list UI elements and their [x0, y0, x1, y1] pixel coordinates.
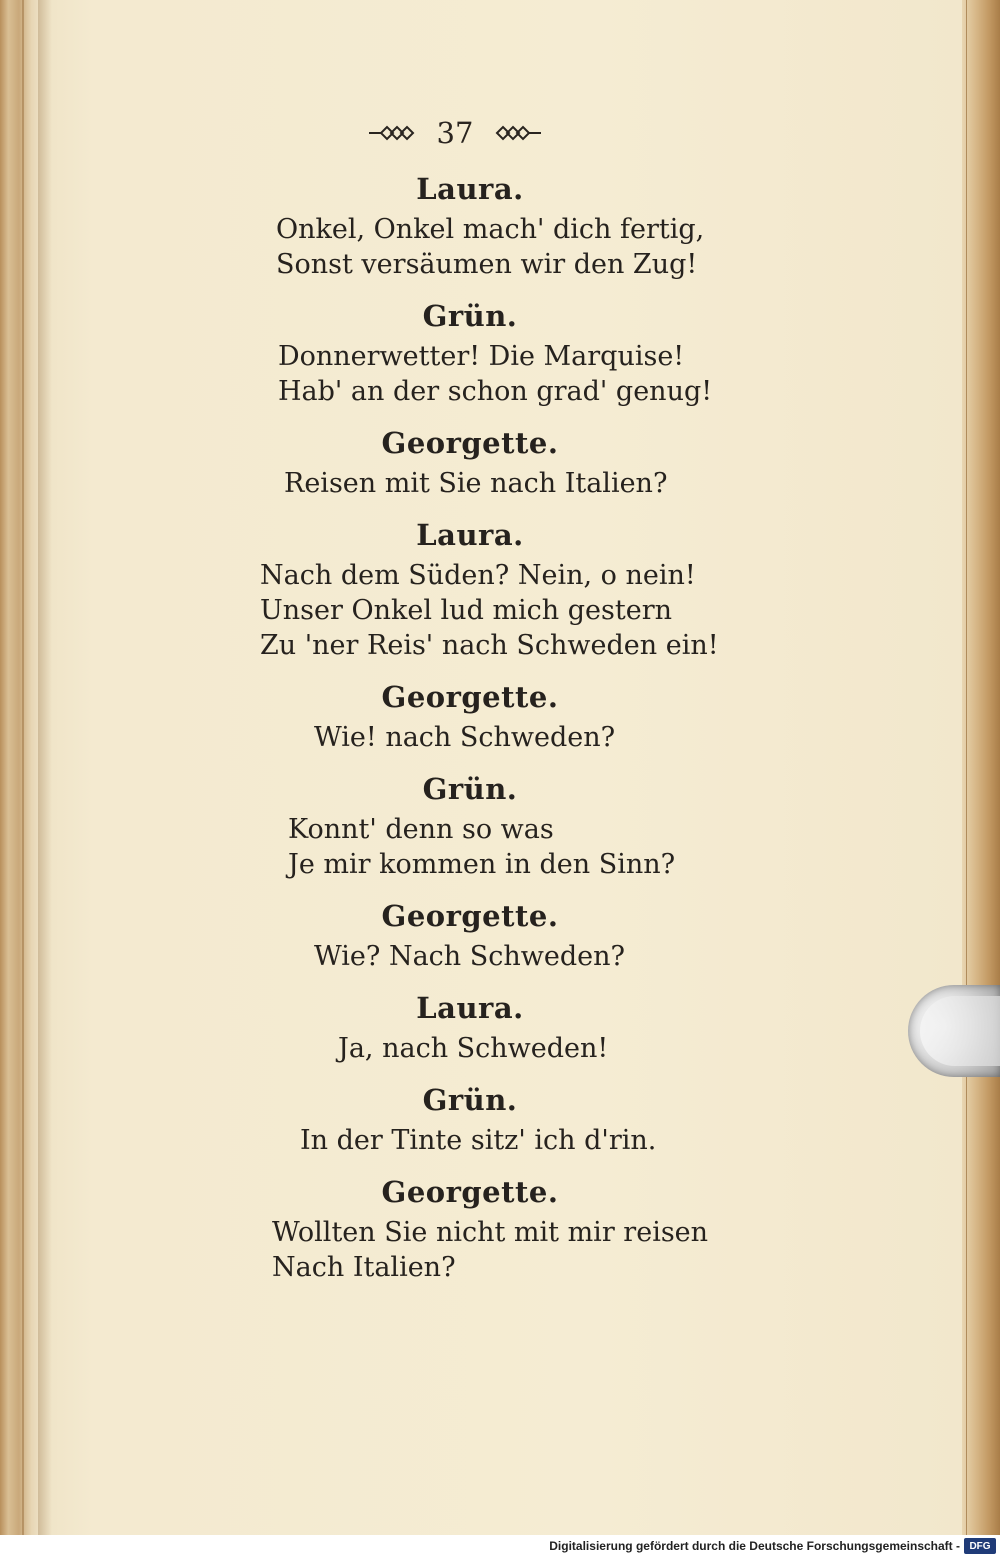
dialogue-block [260, 897, 680, 974]
page-edge-line [966, 0, 967, 1535]
speaker-name: Grün. [422, 299, 518, 333]
dialogue-block [260, 770, 680, 882]
dialogue-block [260, 516, 719, 663]
verse-line: Unser Onkel lud mich gestern [260, 595, 673, 626]
page-number: 37 [436, 116, 474, 150]
speaker-name: Georgette. [381, 426, 559, 460]
verse-line: Reisen mit Sie nach Italien? [284, 468, 668, 499]
verse-line: Hab' an der schon grad' genug! [278, 376, 713, 407]
verse-line: Wie? Nach Schweden? [314, 941, 625, 972]
dialogue-block [260, 297, 713, 409]
verse-line: Konnt' denn so was [288, 814, 554, 845]
speaker-name: Grün. [422, 772, 518, 806]
verse-line: Je mir kommen in den Sinn? [288, 849, 676, 880]
dialogue-text [260, 170, 719, 1300]
speaker-name: Grün. [422, 1083, 518, 1117]
gutter-line [22, 0, 24, 1535]
verse-line: Donnerwetter! Die Marquise! [278, 341, 685, 372]
verse-line: Zu 'ner Reis' nach Schweden ein! [260, 630, 719, 661]
left-ornament-icon [367, 123, 419, 143]
speaker-name: Laura. [416, 172, 524, 206]
right-ornament-icon [491, 123, 543, 143]
speaker-name: Georgette. [381, 680, 559, 714]
page-fold-shadow [38, 0, 52, 1535]
speaker-name: Laura. [416, 991, 524, 1025]
dialogue-block [260, 989, 680, 1066]
verse-line: Wie! nach Schweden? [314, 722, 616, 753]
dialogue-block [260, 170, 705, 282]
verse-line: Onkel, Onkel mach' dich fertig, [276, 214, 705, 245]
verse-line: Wollten Sie nicht mit mir reisen [272, 1217, 709, 1248]
page-clip-highlight [920, 996, 1000, 1066]
verse-line: Nach Italien? [272, 1252, 456, 1283]
verse-line: Ja, nach Schweden! [338, 1033, 609, 1064]
speaker-name: Georgette. [381, 1175, 559, 1209]
verse-line: In der Tinte sitz' ich d'rin. [300, 1125, 657, 1156]
dialogue-block [260, 1081, 680, 1158]
footer-credit: Digitalisierung gefördert durch die Deutsche Forschungsgemeinschaft - [549, 1539, 960, 1553]
verse-line: Sonst versäumen wir den Zug! [276, 249, 698, 280]
dialogue-block [260, 678, 680, 755]
speaker-name: Georgette. [381, 899, 559, 933]
page-edge [962, 0, 1000, 1535]
page-header [300, 113, 610, 153]
dfg-logo: DFG [964, 1538, 996, 1554]
dialogue-block [260, 1173, 709, 1285]
dialogue-block [260, 424, 680, 501]
book-gutter [0, 0, 42, 1535]
speaker-name: Laura. [416, 518, 524, 552]
verse-line: Nach dem Süden? Nein, o nein! [260, 560, 696, 591]
